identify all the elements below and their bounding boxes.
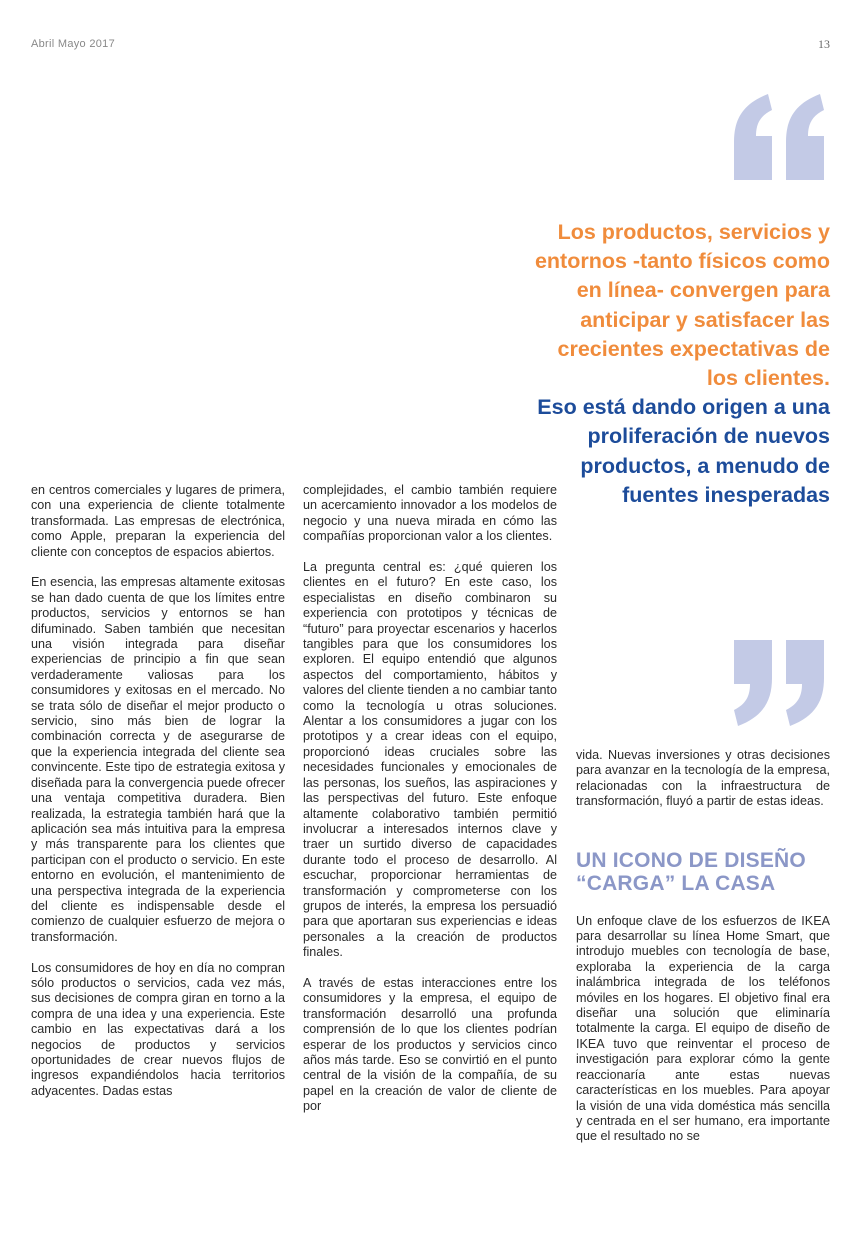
paragraph: Un enfoque clave de los esfuerzos de IKEA para desarrollar su línea Home Smart, que introdujo muebles con tecnología de base, exploraba la experiencia de la carga inalámbrica integrada de los teléfonos móviles en los hogares. El objetivo final era diseñar una solución que eliminaría totalmente la carga. El equipo de diseño de IKEA tuvo que reinventar el proceso de investigación para explorar cómo la gente reaccionaría ante estas nuevas características en los muebles. Para apoyar la visión de una vida doméstica más sencilla y centrada en el ser humano, era importante que el resultado no se [576,913,830,1144]
article-column-2 [303,483,557,1130]
paragraph: en centros comerciales y lugares de primera, con una experiencia de cliente totalmente transformada. Las empresas de electrónica, como Apple, preparan la experiencia del cliente con conceptos de espacios abiertos. [31,483,285,559]
paragraph: vida. Nuevas inversiones y otras decisiones para avanzar en la tecnología de la empresa, relacionadas con la infraestructura de transformación, fluyó a partir de estas ideas. [576,748,830,809]
article-column-3 [576,748,830,1160]
opening-quotation-mark-icon [724,80,834,190]
issue-date: Abril Mayo 2017 [31,38,115,50]
paragraph: La pregunta central es: ¿qué quieren los clientes en el futuro? En este caso, los especialistas en diseño combinaron su experiencia con prototipos y técnicas de “futuro” para proyectar escenarios y hacerlos tangibles para que los consumidores los exploren. El equipo entendió que algunos aspectos del comportamiento, hábitos y valores del cliente tienden a no cambiar tanto como la tecnología u otras soluciones. Alentar a los consumidores a jugar con los prototipos y a crear ideas con el equipo, proporcionó ideas cruciales sobre las necesidades funcionales y emocionales de las personas, los sueños, las aspiraciones y las perspectivas del futuro. Este enfoque altamente colaborativo también permitió involucrar a interesados internos clave y traer un surtido diverso de capacidades durante todo el proceso de desarrollo. Al escuchar, proporcionar herramientas de transformación y comprometerse con los grupos de interés, la empresa los persuadió para que aportaran sus experiencias e ideas personales a la creación de productos finales. [303,560,557,960]
pull-quote-continuation: Eso está dando origen a una proliferación de nuevos productos, a menudo de fuentes inesperadas [537,395,830,507]
article-column-1 [31,483,285,1115]
pull-quote [530,218,830,510]
paragraph: Los consumidores de hoy en día no compran sólo productos o servicios, cada vez más, sus decisiones de compra giran en torno a la compra de una idea y una experiencia. Este cambio en las expectativas dará a los negocios de productos y servicios oportunidades de crear nuevos flujos de ingresos expandiéndolos hacia territorios adyacentes. Dadas estas [31,960,285,1098]
section-heading: UN ICONO DE DISEÑO “CARGA” LA CASA [576,848,806,895]
pull-quote-highlight: Los productos, servicios y entornos -tanto físicos como en línea- convergen para anticipar y satisfacer las crecientes expectativas de los clientes. [534,220,830,391]
page-number: 13 [818,37,830,51]
paragraph: A través de estas interacciones entre los consumidores y la empresa, el equipo de transformación desarrolló una profunda comprensión de lo que los clientes podrían esperar de los productos y servicios cinco años más tarde. Eso se convirtió en el punto central de la visión de la compañía, de su papel en la creación de valor de cliente de por [303,975,557,1114]
paragraph: En esencia, las empresas altamente exitosas se han dado cuenta de que los límites entre productos, servicios y entornos se han difuminado. Saben también que necesitan una visión integrada para diseñar experiencias de principio a fin que sean verdaderamente valiosas para los consumidores y exitosas en el mercado. No se trata sólo de diseñar el mejor producto o servicio, sino más bien de lograr la combinación correcta y de asegurarse de que la experiencia integrada del cliente sea convincente. Este tipo de estrategia exitosa y diseñada para la convergencia puede ofrecer una ventaja competitiva duradera. Bien realizada, la estrategia también hará que la aplicación sea más intuitiva para la empresa y más transparente para los clientes que participan con el producto o servicio. En este entorno en evolución, el mantenimiento de una perspectiva integrada de la experiencia del cliente es indispensable desde el comienzo de cualquier esfuerzo de mejora o transformación. [31,575,285,944]
paragraph: complejidades, el cambio también requiere un acercamiento innovador a los modelos de negocio y una nueva mirada en cómo las compañías proporcionan valor a los clientes. [303,483,557,544]
closing-quotation-mark-icon [724,628,834,738]
